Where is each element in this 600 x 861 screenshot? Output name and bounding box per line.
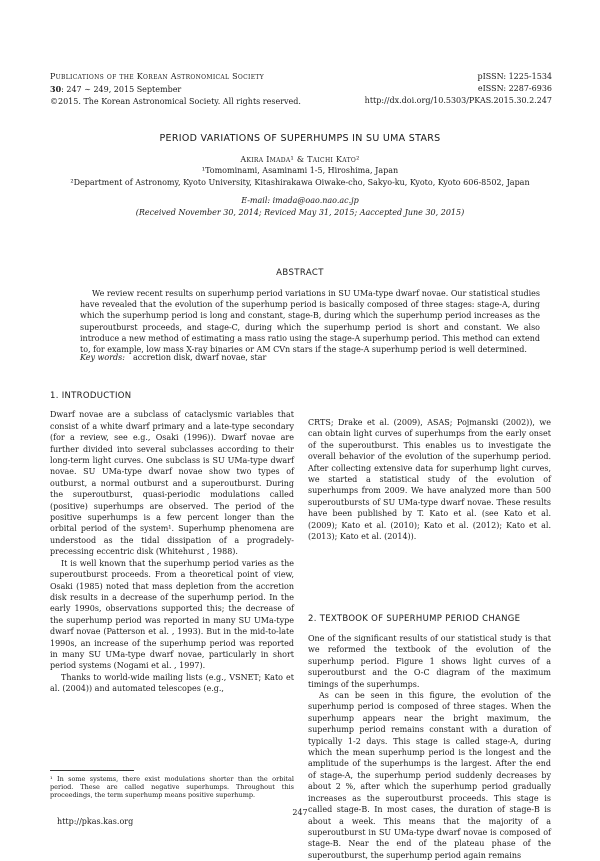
keywords-label: Key words: — [80, 353, 125, 362]
section-2-paragraph-1: One of the significant results of our statistical study is that we reformed the textbook of the evolution of the superhump period. Figure 1 shows light curves of a superoutburst and the O-C diagram of the maximum timings of the superhumps. — [308, 634, 551, 689]
keywords: accretion disk, dwarf novae, star — [132, 353, 267, 362]
abstract-heading: ABSTRACT — [276, 268, 324, 278]
paper-title: PERIOD VARIATIONS OF SUPERHUMPS IN SU UMA STARS — [159, 133, 441, 144]
email: E-mail: imada@oao.nao.ac.jp — [241, 196, 359, 205]
page-number: 247 — [292, 808, 308, 817]
keywords-line — [80, 353, 266, 362]
affiliation-2: ²Department of Astronomy, Kyoto University, Kitashirakawa Oiwake-cho, Sakyo-ku, Kyoto, Kyoto 606-8502, Japan — [70, 178, 530, 187]
footer-url[interactable]: http://pkas.kas.org — [57, 817, 134, 826]
received-dates: (Received November 30, 2014; Reviced May 31, 2015; Aaccepted June 30, 2015) — [135, 208, 465, 217]
pages-date: : 247 ∼ 249, 2015 September — [61, 85, 182, 94]
footnote: ¹ In some systems, there exist modulations shorter than the orbital period. These are called negative superhumps. Throughout this proceedings, the term superhump means positive superhump. — [50, 775, 294, 800]
volume-number: 30 — [50, 84, 62, 94]
intro-paragraph-3: Thanks to world-wide mailing lists (e.g., VSNET; Kato et al. (2004)) and automated telescopes (e.g., — [50, 672, 294, 694]
intro-paragraph-3-continued: CRTS; Drake et al. (2009), ASAS; Pojmanski (2002)), we can obtain light curves of superhumps from the early onset of the superoutburst. This enables us to investigate the overall behavior of the evolution of the superhump period. After collecting extensive data for superhump light curves, we started a statistical study of the evolution of superhumps from 2009. We have analyzed more than 500 superoutbursts of SU UMa-type dwarf novae. These results have been published by T. Kato et al. (see Kato et al. (2009); Kato et al. (2010); Kato et al. (2012); Kato et al. (2013); Kato et al. (2014)). — [308, 418, 551, 542]
authors: Akira Imada¹ & Taichi Kato² — [240, 155, 360, 164]
doi-link[interactable]: http://dx.doi.org/10.5303/PKAS.2015.30.2.247 — [364, 96, 552, 105]
issn-header — [365, 71, 552, 107]
pissn: pISSN: 1225-1534 — [477, 72, 552, 81]
left-column — [50, 391, 294, 695]
journal-header — [50, 71, 301, 108]
right-column-bottom — [308, 633, 551, 861]
intro-paragraph-1: Dwarf novae are a subclass of cataclysmic variables that consist of a white dwarf primary and a late-type secondary (for a review, see e.g., Osaki (1996)). Dwarf novae are further divided into several subclasses according to their long-term light curves. One subclass is SU UMa-type dwarf novae. SU UMa-type dwarf novae show two types of outburst, a normal outburst and a superoutburst. During the superoutburst, quasi-periodic modulations called (positive) superhumps are observed. The period of the positive superhumps is a few percent longer than the orbital period of the system¹. Superhump phenomena are understood as the tidal dissipation of a progradely-precessing eccentric disk (Whitehurst , 1988). — [50, 410, 294, 557]
copyright-line: ©2015. The Korean Astronomical Society. All rights reserved. — [50, 97, 301, 106]
volume-line — [50, 83, 301, 96]
section-1-heading: 1. INTRODUCTION — [50, 391, 132, 401]
affiliation-1: ¹Tomominami, Asaminami 1-5, Hiroshima, Japan — [201, 166, 399, 175]
right-column-top — [308, 417, 551, 542]
abstract-text: We review recent results on superhump period variations in SU UMa-type dwarf novae. Our statistical studies have revealed that the evolution of the superhump period is basically composed of three stages: stage-A, during which the superhump period is long and constant, stage-B, during which the superhump period increases as the superoutburst proceeds, and stage-C, during which the superhump period is short and constant. We also introduce a new method of estimating a mass ratio using the stage-A superhump period. This method can extend to, for example, low mass X-ray binaries or AM CVn stars if the stage-A superhump period is well determined. — [80, 289, 540, 355]
intro-paragraph-2: It is well known that the superhump period varies as the superoutburst proceeds. From a theoretical point of view, Osaki (1985) noted that mass depletion from the accretion disk results in a decrease of the superhump period. In the early 1990s, observations supported this; the decrease of the superhump period was reported in many SU UMa-type dwarf novae (Patterson et al. , 1993). But in the mid-to-late 1990s, an increase of the superhump period was reported in many SU UMa-type dwarf novae, particularly in short period systems (Nogami et al. , 1997). — [50, 558, 294, 671]
journal-name: Publications of the Korean Astronomical Society — [50, 72, 264, 81]
section-2-paragraph-2: As can be seen in this figure, the evolution of the superhump period is composed of three stages. When the superhump appears near the bright maximum, the superhump period remains constant with a duration of typically 1-2 days. This stage is called stage-A, during which the mean superhump period is the longest and the amplitude of the superhumps is the largest. After the end of stage-A, the superhump period suddenly decreases by about 2 %, after which the superhump period gradually increases as the superoutburst proceeds. This stage is called stage-B. In most cases, the duration of stage-B is about a week. This means that the majority of a superoutburst in SU UMa-type dwarf novae is composed of stage-B. Near the end of the plateau phase of the superoutburst, the superhump period again remains — [308, 691, 551, 860]
footnote-rule — [50, 770, 134, 771]
eissn: eISSN: 2287-6936 — [477, 84, 552, 93]
section-2-heading: 2. TEXTBOOK OF SUPERHUMP PERIOD CHANGE — [308, 614, 521, 624]
